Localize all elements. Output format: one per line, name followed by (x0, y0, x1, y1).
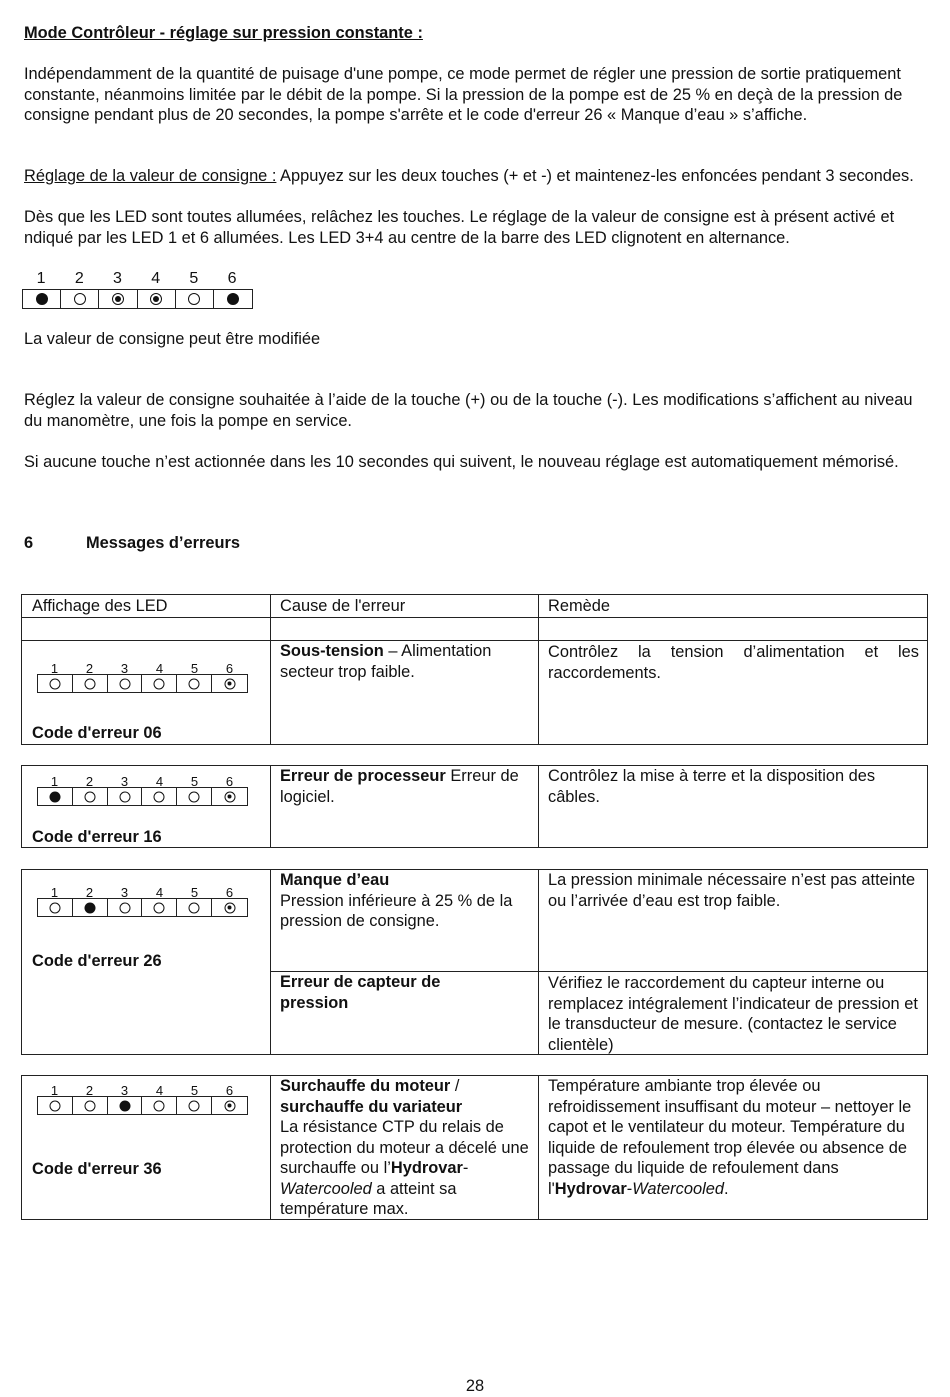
led-off-indicator (84, 791, 95, 802)
led-number: 2 (85, 774, 94, 789)
led-cell-3 (108, 899, 143, 916)
intro-paragraph: Indépendamment de la quantité de puisage d'une pompe, ce mode permet de régler une pression de sortie pratiquement constante, néanmoins limitée par le débit de la pompe. Si la pression de la pompe est de 25 % en deçà de la pression de consigne pendant plus de 20 secondes, la pompe s'arrête et le code d'erreur 26 « Manque d’eau » s’affiche. (24, 65, 903, 124)
led-cell-3 (99, 290, 137, 308)
header-remedy: Remède (548, 597, 610, 615)
led-off-indicator (119, 902, 130, 913)
led-number: 3 (120, 661, 129, 676)
led-cell-5 (177, 788, 212, 805)
autosave-paragraph: Si aucune touche n’est actionnée dans les 10 secondes qui suivent, le nouveau réglage est automatiquement mémorisé. (24, 453, 899, 471)
led-number: 5 (190, 661, 199, 676)
led-status-paragraph: Dès que les LED sont toutes allumées, relâchez les touches. Le réglage de la valeur de consigne est à présent activé et ndiqué par les LED 1 et 6 allumées. Les LED 3+4 au centre de la barre des LED clignotent en alternance. (24, 208, 895, 247)
led-cell-2 (73, 899, 108, 916)
led-cell-4 (138, 290, 176, 308)
led-off-indicator (189, 902, 200, 913)
led-number: 1 (50, 774, 59, 789)
led-number: 1 (50, 1083, 59, 1098)
led-number: 1 (50, 885, 59, 900)
led-number: 2 (85, 885, 94, 900)
led-off-indicator (154, 678, 165, 689)
led-number: 3 (120, 1083, 129, 1098)
led-off-indicator (74, 293, 86, 305)
led-off-indicator (154, 1100, 165, 1111)
led-cell-3 (108, 675, 143, 692)
error-table-36 (21, 1075, 928, 1220)
led-cell-2 (73, 1097, 108, 1114)
page-number: 28 (465, 1377, 485, 1395)
led-blink-indicator (224, 791, 235, 802)
led-cell-2 (61, 290, 99, 308)
led-bar (37, 674, 248, 693)
led-number: 3 (120, 885, 129, 900)
led-cell-1 (38, 899, 73, 916)
led-number: 1 (50, 661, 59, 676)
led-cell-6 (212, 675, 247, 692)
led-cell-2 (73, 788, 108, 805)
led-off-indicator (189, 678, 200, 689)
led-bar (37, 898, 248, 917)
header-led-display: Affichage des LED (32, 597, 168, 615)
led-cell-2 (73, 675, 108, 692)
adjust-paragraph: Réglez la valeur de consigne souhaitée à l’aide de la touche (+) ou de la touche (-). Les modifications s’affichent au niveau du manomètre, une fois la pompe en service. (24, 391, 913, 430)
led-numbers (22, 269, 251, 290)
led-number: 5 (189, 270, 199, 287)
error-table-06 (21, 594, 928, 745)
error-cause: Surchauffe du moteur / surchauffe du variateur La résistance CTP du relais de protection du moteur a décelé une surchauffe ou l’Hydrovar-Watercooled a atteint sa température max. (280, 1077, 529, 1218)
led-cell-6 (212, 899, 247, 916)
led-blink-indicator (112, 293, 124, 305)
led-off-indicator (84, 678, 95, 689)
led-number: 1 (36, 270, 46, 287)
error-cause-2: Erreur de capteur de pression (280, 973, 441, 1012)
header-cause: Cause de l'erreur (280, 597, 406, 615)
led-off-indicator (154, 902, 165, 913)
led-number: 2 (85, 1083, 94, 1098)
error-code: Code d'erreur 16 (32, 828, 162, 846)
led-cell-6 (214, 290, 252, 308)
led-off-indicator (119, 791, 130, 802)
error-code: Code d'erreur 26 (32, 952, 162, 970)
led-off-indicator (49, 678, 60, 689)
error-table-26 (21, 869, 928, 1055)
led-number: 5 (190, 1083, 199, 1098)
led-bar (37, 787, 248, 806)
led-cell-1 (38, 1097, 73, 1114)
error-remedy: Contrôlez la tension d’alimentation et les raccordements. (548, 643, 919, 682)
led-cell-5 (177, 675, 212, 692)
led-cell-1 (38, 675, 73, 692)
led-cell-3 (108, 788, 143, 805)
led-cell-6 (212, 1097, 247, 1114)
section-title: Messages d’erreurs (86, 534, 240, 552)
led-off-indicator (154, 791, 165, 802)
led-blink-indicator (224, 678, 235, 689)
error-cause: Erreur de processeur Erreur de logiciel. (280, 767, 519, 806)
error-cause: Manque d’eau Pression inférieure à 25 % de la pression de consigne. (280, 871, 513, 930)
error-code: Code d'erreur 06 (32, 724, 162, 742)
led-on-indicator (36, 293, 48, 305)
led-number: 5 (190, 885, 199, 900)
can-modify-text: La valeur de consigne peut être modifiée (24, 330, 321, 348)
led-cell-4 (142, 899, 177, 916)
led-off-indicator (189, 1100, 200, 1111)
led-number: 4 (155, 661, 164, 676)
led-cell-1 (38, 788, 73, 805)
error-code: Code d'erreur 36 (32, 1160, 162, 1178)
led-cell-5 (176, 290, 214, 308)
led-number: 2 (85, 661, 94, 676)
led-off-indicator (49, 902, 60, 913)
setpoint-paragraph (24, 166, 929, 187)
setpoint-text: Appuyez sur les deux touches (+ et -) et maintenez-les enfoncées pendant 3 secondes. (276, 167, 914, 185)
section-heading: Mode Contrôleur - réglage sur pression constante : (24, 24, 423, 42)
error-table-16 (21, 765, 928, 848)
error-remedy: Contrôlez la mise à terre et la disposition des câbles. (548, 767, 876, 806)
led-cell-1 (23, 290, 61, 308)
led-cell-4 (142, 675, 177, 692)
led-blink-indicator (224, 902, 235, 913)
led-off-indicator (189, 791, 200, 802)
led-bar (22, 289, 253, 309)
led-on-indicator (227, 293, 239, 305)
error-cause: Sous-tension – Alimentation secteur trop faible. (280, 642, 492, 681)
led-off-indicator (119, 678, 130, 689)
led-number: 5 (190, 774, 199, 789)
led-blink-indicator (224, 1100, 235, 1111)
led-cell-4 (142, 1097, 177, 1114)
led-off-indicator (84, 1100, 95, 1111)
led-cell-5 (177, 899, 212, 916)
led-on-indicator (49, 791, 60, 802)
error-remedy-2: Vérifiez le raccordement du capteur interne ou remplacez intégralement l’indicateur de pression et le transducteur de mesure. (contactez le service clientèle) (548, 974, 918, 1054)
led-number: 3 (113, 270, 122, 287)
led-number: 3 (120, 774, 129, 789)
led-number: 6 (225, 885, 234, 900)
led-off-indicator (188, 293, 200, 305)
led-cell-5 (177, 1097, 212, 1114)
led-on-indicator (84, 902, 95, 913)
led-bar (37, 1096, 248, 1115)
led-blink-indicator (150, 293, 162, 305)
led-cell-6 (212, 788, 247, 805)
error-remedy: La pression minimale nécessaire n’est pas atteinte ou l’arrivée d’eau est trop faible. (548, 871, 916, 910)
error-remedy: Température ambiante trop élevée ou refroidissement insuffisant du moteur – nettoyer le capot et le ventilateur du moteur. Température du liquide de refoulement trop élevée ou absence de passage du liquide de refoulement dans l'Hydrovar-Watercooled. (548, 1077, 912, 1198)
led-number: 6 (225, 661, 234, 676)
led-number: 4 (155, 774, 164, 789)
setpoint-label: Réglage de la valeur de consigne : (24, 167, 277, 185)
led-number: 4 (155, 885, 164, 900)
led-number: 4 (155, 1083, 164, 1098)
led-number: 6 (225, 1083, 234, 1098)
led-cell-4 (142, 788, 177, 805)
led-number: 6 (227, 270, 237, 287)
led-on-indicator (119, 1100, 130, 1111)
led-number: 2 (74, 270, 84, 287)
led-number: 6 (225, 774, 234, 789)
section-number: 6 (24, 534, 34, 552)
led-off-indicator (49, 1100, 60, 1111)
led-cell-3 (108, 1097, 143, 1114)
led-number: 4 (151, 270, 161, 287)
